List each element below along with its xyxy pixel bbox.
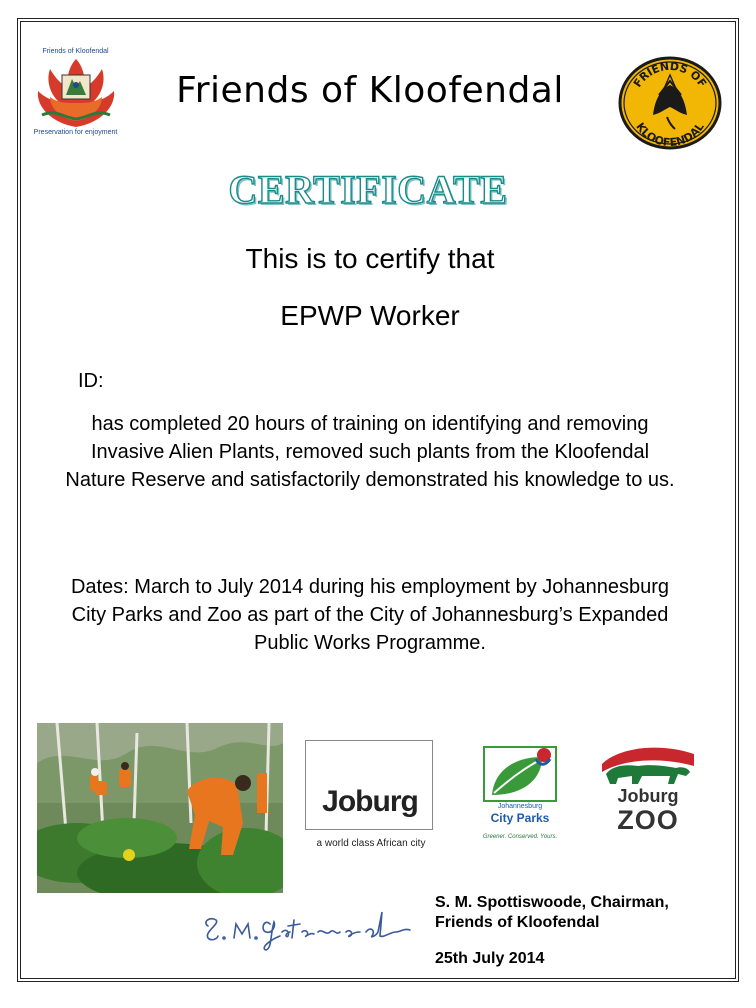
certificate-heading: CERTIFICATE xyxy=(228,167,508,212)
organization-title: Friends of Kloofendal xyxy=(176,70,564,111)
city-parks-line2: City Parks xyxy=(490,811,550,825)
employment-statement: Dates: March to July 2014 during his employment by Johannesburg City Parks and Zoo as part of the City of Johannesburg’s Expanded Public Works Programme. xyxy=(70,576,670,654)
certify-line: This is to certify that xyxy=(245,243,495,274)
signatory-block xyxy=(435,893,669,933)
left-logo-top-text: Friends of Kloofendal xyxy=(42,48,109,55)
city-parks-logo xyxy=(480,745,560,845)
signatory-organization: Friends of Kloofendal xyxy=(435,914,600,931)
zoo-line1: Joburg xyxy=(617,786,679,806)
leopard-icon xyxy=(598,742,698,786)
signatory-name-title: S. M. Spottiswoode, Chairman, xyxy=(435,894,669,911)
joburg-tagline: a world class African city xyxy=(316,838,426,849)
training-statement: has completed 20 hours of training on identifying and removing Invasive Alien Plants, removed such plants from the Kloofendal Nature Reserve and satisfactorily demonstrated his knowledge to us. xyxy=(65,413,675,491)
friends-of-kloofendal-seal xyxy=(615,55,725,151)
city-parks-tagline: Greener. Conserved. Yours. xyxy=(482,834,558,840)
joburg-logo xyxy=(305,740,435,855)
protea-flower-icon xyxy=(32,57,120,129)
joburg-zoo-logo xyxy=(598,742,698,837)
svg-text:KLOOFENDAL: KLOOFENDAL xyxy=(633,120,707,150)
protea-seal-icon xyxy=(615,55,725,151)
certificate-date: 25th July 2014 xyxy=(435,950,545,967)
friends-of-kloofendal-logo xyxy=(28,44,123,144)
city-parks-line1: Johannesburg xyxy=(497,803,543,810)
handwritten-signature xyxy=(200,902,420,952)
joburg-logo-wordmark: Joburg xyxy=(322,785,418,818)
recipient-name: EPWP Worker xyxy=(280,300,460,331)
joburg-logo-box xyxy=(305,740,433,830)
zoo-line2: ZOO xyxy=(617,805,679,835)
leaf-icon xyxy=(480,745,560,803)
svg-text:FRIENDS OF: FRIENDS OF xyxy=(630,59,710,90)
left-logo-bottom-text: Preservation for enjoyment xyxy=(33,129,118,136)
workers-photo xyxy=(37,723,283,893)
id-label: ID: xyxy=(78,370,104,392)
